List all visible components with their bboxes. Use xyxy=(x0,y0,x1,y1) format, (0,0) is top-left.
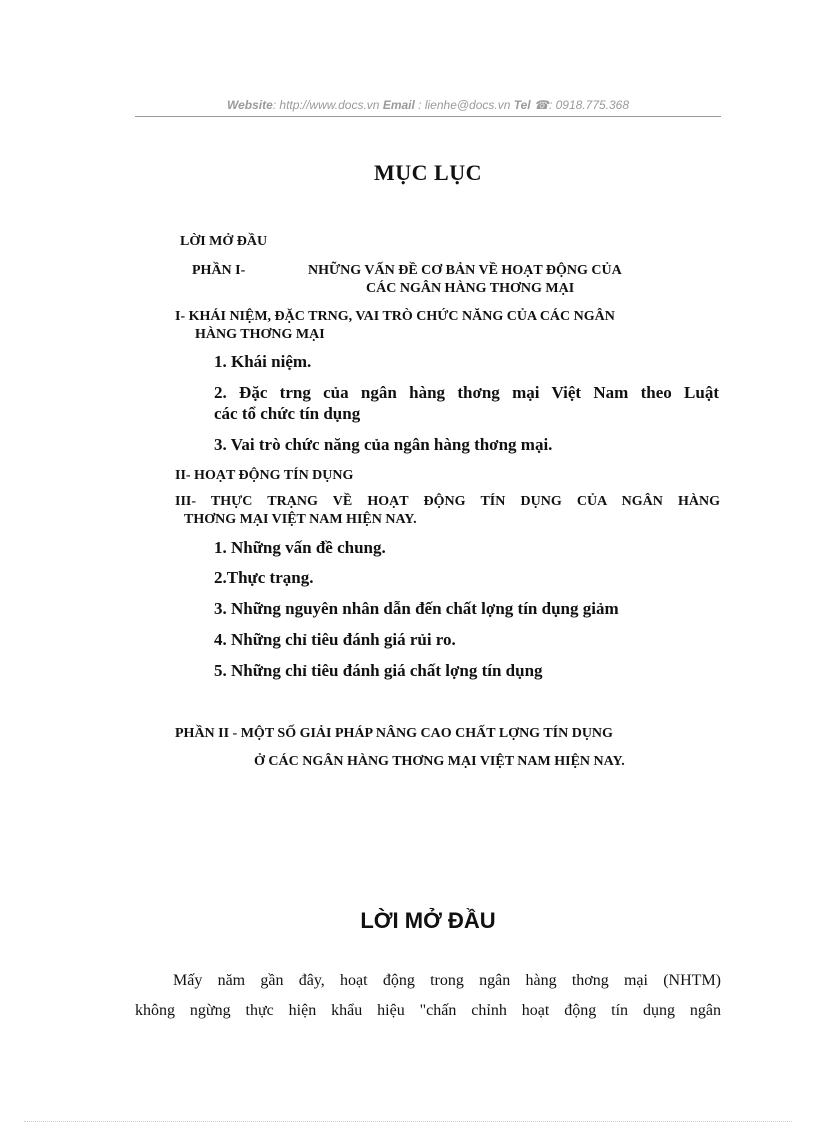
intro-line-2: không ngừng thực hiện khẩu hiệu "chấn chỉnh hoạt động tín dụng ngân xyxy=(135,1002,721,1019)
intro-heading: LỜI MỞ ĐẦU xyxy=(360,908,496,933)
toc-section-1: I- KHÁI NIỆM, ĐẶC TRNG, VAI TRÒ CHỨC NĂNG CỦA CÁC NGÂN xyxy=(175,309,615,324)
toc-item-phan-1-title: NHỮNG VẤN ĐỀ CƠ BẢN VỀ HOẠT ĐỘNG CỦA xyxy=(308,263,622,278)
toc-sub-3-2: 2.Thực trạng. xyxy=(214,568,314,587)
toc-section-3: III- THỰC TRẠNG VỀ HOẠT ĐỘNG TÍN DỤNG CỦA NGÂN HÀNG xyxy=(175,494,720,509)
toc-sub-1-2-cont: các tổ chức tín dụng xyxy=(214,404,361,423)
intro-paragraph xyxy=(135,966,721,1026)
tel-value: : 0918.775.368 xyxy=(548,98,630,112)
email-value: : lienhe@docs.vn xyxy=(418,98,511,112)
toc-section-2: II- HOẠT ĐỘNG TÍN DỤNG xyxy=(175,468,354,483)
toc-item-phan-1-label: PHẦN I- xyxy=(192,263,246,278)
toc-title: MỤC LỤC xyxy=(374,160,482,185)
toc-sub-1-3: 3. Vai trò chức năng của ngân hàng thơng mại. xyxy=(214,435,553,454)
toc-sub-3-3: 3. Những nguyên nhân dẫn đến chất lợng tín dụng giảm xyxy=(214,599,619,618)
tel-label: Tel xyxy=(513,98,531,112)
toc-item-loi-mo-dau: LỜI MỞ ĐẦU xyxy=(180,234,268,249)
website-value: : http://www.docs.vn xyxy=(272,98,380,112)
toc-sub-3-5: 5. Những chỉ tiêu đánh giá chất lợng tín dụng xyxy=(214,661,543,680)
toc-phan-2-cont: Ở CÁC NGÂN HÀNG THƠNG MẠI VIỆT NAM HIỆN NAY. xyxy=(254,754,625,769)
header-divider xyxy=(135,116,721,117)
toc-section-3-cont: THƠNG MẠI VIỆT NAM HIỆN NAY. xyxy=(184,512,417,527)
toc-sub-1-2: 2. Đặc trng của ngân hàng thơng mại Việt Nam theo Luật xyxy=(214,383,719,402)
toc-item-phan-1-title-cont: CÁC NGÂN HÀNG THƠNG MẠI xyxy=(366,281,575,296)
intro-line-1: Mấy năm gần đây, hoạt động trong ngân hàng thơng mại (NHTM) xyxy=(173,972,721,989)
toc-sub-3-4: 4. Những chỉ tiêu đánh giá rủi ro. xyxy=(214,630,456,649)
page-header xyxy=(135,98,721,112)
website-label: Website xyxy=(226,98,273,112)
phone-icon: ☎ xyxy=(534,98,549,112)
email-label: Email xyxy=(382,98,415,112)
toc-sub-3-1: 1. Những vấn đề chung. xyxy=(214,538,386,557)
toc-phan-2: PHẦN II - MỘT SỐ GIẢI PHÁP NÂNG CAO CHẤT LỢNG TÍN DỤNG xyxy=(175,726,613,741)
toc-section-1-cont: HÀNG THƠNG MẠI xyxy=(195,327,325,342)
toc-sub-1-1: 1. Khái niệm. xyxy=(214,352,312,371)
page-bottom-divider xyxy=(24,1121,792,1122)
